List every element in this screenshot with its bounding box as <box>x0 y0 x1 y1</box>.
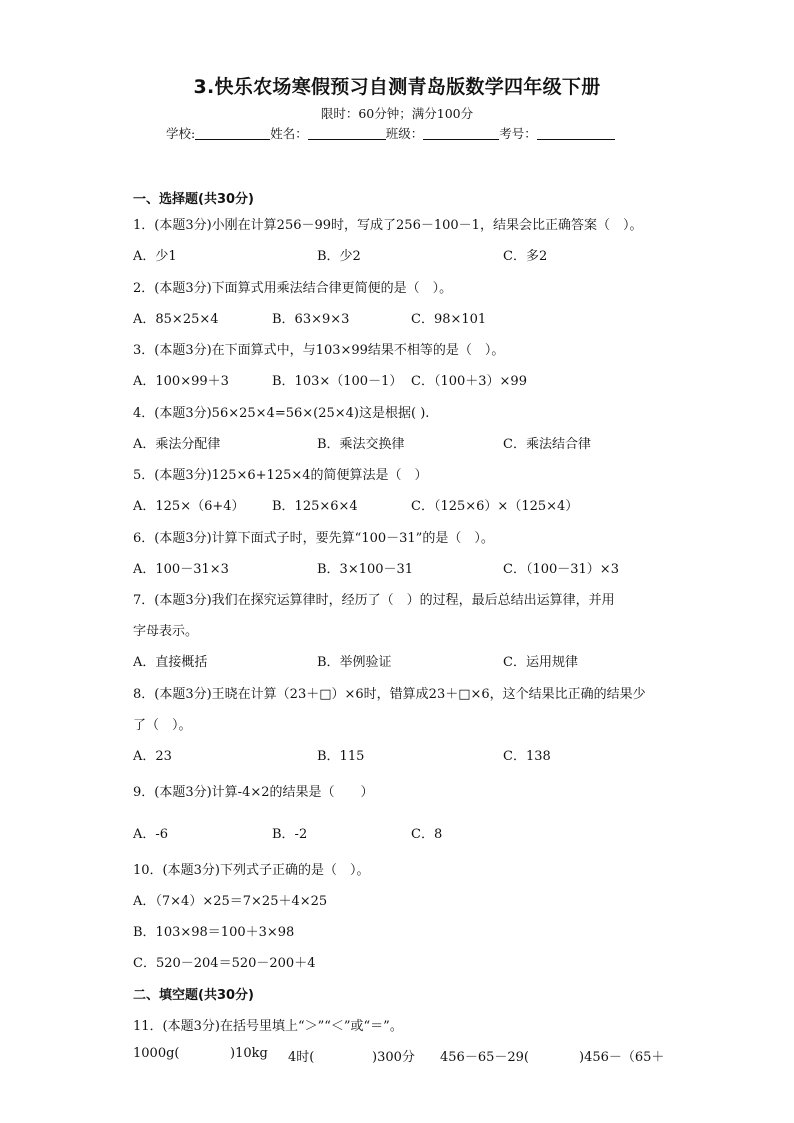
exam-no-blank[interactable] <box>537 126 615 140</box>
student-info-row <box>166 124 615 142</box>
exam-no-label: 考号： <box>499 126 537 141</box>
name-label: 姓名： <box>270 126 308 141</box>
question-6-option-a[interactable]: A．100－31×3 <box>133 562 229 577</box>
question-5-stem: 5．(本题3分)125×6+125×4的简便算法是（ ） <box>133 468 428 483</box>
question-8-stem-continued: 了（ ）。 <box>133 718 192 733</box>
question-10-stem: 10．(本题3分)下列式子正确的是（ ）。 <box>133 863 370 878</box>
question-6-option-b[interactable]: B．3×100－31 <box>317 562 414 577</box>
question-6-stem: 6．(本题3分)计算下面式子时，要先算“100－31”的是（ ）。 <box>133 531 494 546</box>
question-8-option-c[interactable]: C．138 <box>503 749 551 764</box>
school-label: 学校: <box>166 126 196 141</box>
class-label: 班级： <box>385 126 424 141</box>
question-10-option-c[interactable]: C．520－204＝520－200＋4 <box>133 956 316 971</box>
question-4-option-b[interactable]: B．乘法交换律 <box>317 437 405 452</box>
fill-item-2-right: )300分 <box>372 1050 415 1065</box>
class-blank[interactable] <box>423 126 499 140</box>
question-10-option-a[interactable]: A．（7×4）×25＝7×25＋4×25 <box>133 894 328 909</box>
question-8-option-b[interactable]: B．115 <box>317 749 365 764</box>
question-1-option-a[interactable]: A．少1 <box>133 249 177 264</box>
question-8-stem: 8．(本题3分)王晓在计算（23＋□）×6时，错算成23＋□×6，这个结果比正确的结果少 <box>133 687 646 702</box>
question-7-option-b[interactable]: B．举例验证 <box>317 655 392 670</box>
question-2-option-c[interactable]: C．98×101 <box>411 312 487 327</box>
question-5-option-b[interactable]: B．125×6×4 <box>272 499 358 514</box>
question-1-option-c[interactable]: C．多2 <box>503 249 548 264</box>
question-5-option-c[interactable]: C．（125×6）×（125×4） <box>411 499 579 514</box>
question-3-option-c[interactable]: C．（100＋3）×99 <box>411 374 527 389</box>
question-5-option-a[interactable]: A．125×（6+4） <box>133 499 245 514</box>
question-11-stem: 11．(本题3分)在括号里填上“＞”“＜”或“＝”。 <box>133 1019 403 1034</box>
question-2-option-b[interactable]: B．63×9×3 <box>272 312 350 327</box>
question-2-stem: 2．(本题3分)下面算式用乘法结合律更简便的是（ ）。 <box>133 281 453 296</box>
fill-item-3-right: )456－（65＋ <box>579 1050 665 1065</box>
section-heading-choice: 一、选择题(共30分) <box>133 192 254 207</box>
fill-item-1-left: 1000g( <box>133 1046 180 1061</box>
school-blank[interactable] <box>195 126 270 140</box>
question-1-option-b[interactable]: B．少2 <box>317 249 361 264</box>
fill-item-1-right: )10kg <box>230 1046 268 1061</box>
question-9-option-a[interactable]: A．-6 <box>133 827 169 842</box>
section-heading-fill: 二、填空题(共30分) <box>133 988 254 1003</box>
question-9-option-c[interactable]: C．8 <box>411 827 443 842</box>
question-9-option-b[interactable]: B．-2 <box>272 827 308 842</box>
question-4-option-a[interactable]: A．乘法分配律 <box>133 437 221 452</box>
question-3-stem: 3．(本题3分)在下面算式中，与103×99结果不相等的是（ ）。 <box>133 343 505 358</box>
question-7-stem: 7．(本题3分)我们在探究运算律时，经历了（ ）的过程，最后总结出运算律，并用 <box>133 593 615 608</box>
question-7-option-a[interactable]: A．直接概括 <box>133 655 208 670</box>
page-title: 3.快乐农场寒假预习自测青岛版数学四年级下册 <box>193 76 601 98</box>
question-9-stem: 9．(本题3分)计算-4×2的结果是（ ） <box>133 785 374 800</box>
fill-item-2-left: 4时( <box>288 1050 315 1065</box>
question-4-stem: 4．(本题3分)56×25×4=56×(25×4)这是根据( ). <box>133 406 430 421</box>
question-2-option-a[interactable]: A．85×25×4 <box>133 312 219 327</box>
question-3-option-b[interactable]: B．103×（100－1） <box>272 374 403 389</box>
question-7-option-c[interactable]: C．运用规律 <box>503 655 578 670</box>
question-7-stem-continued: 字母表示。 <box>133 624 199 639</box>
name-blank[interactable] <box>308 126 386 140</box>
question-6-option-c[interactable]: C．（100－31）×3 <box>503 562 619 577</box>
fill-item-3-left: 456－65－29( <box>440 1050 529 1065</box>
question-1-stem: 1．(本题3分)小刚在计算256－99时，写成了256－100－1，结果会比正确答案（ ）。 <box>133 218 643 233</box>
question-4-option-c[interactable]: C．乘法结合律 <box>503 437 591 452</box>
question-8-option-a[interactable]: A．23 <box>133 749 172 764</box>
question-3-option-a[interactable]: A．100×99＋3 <box>133 374 229 389</box>
question-10-option-b[interactable]: B．103×98＝100＋3×98 <box>133 925 295 940</box>
time-limit-info: 限时：60分钟；满分100分 <box>320 106 474 121</box>
